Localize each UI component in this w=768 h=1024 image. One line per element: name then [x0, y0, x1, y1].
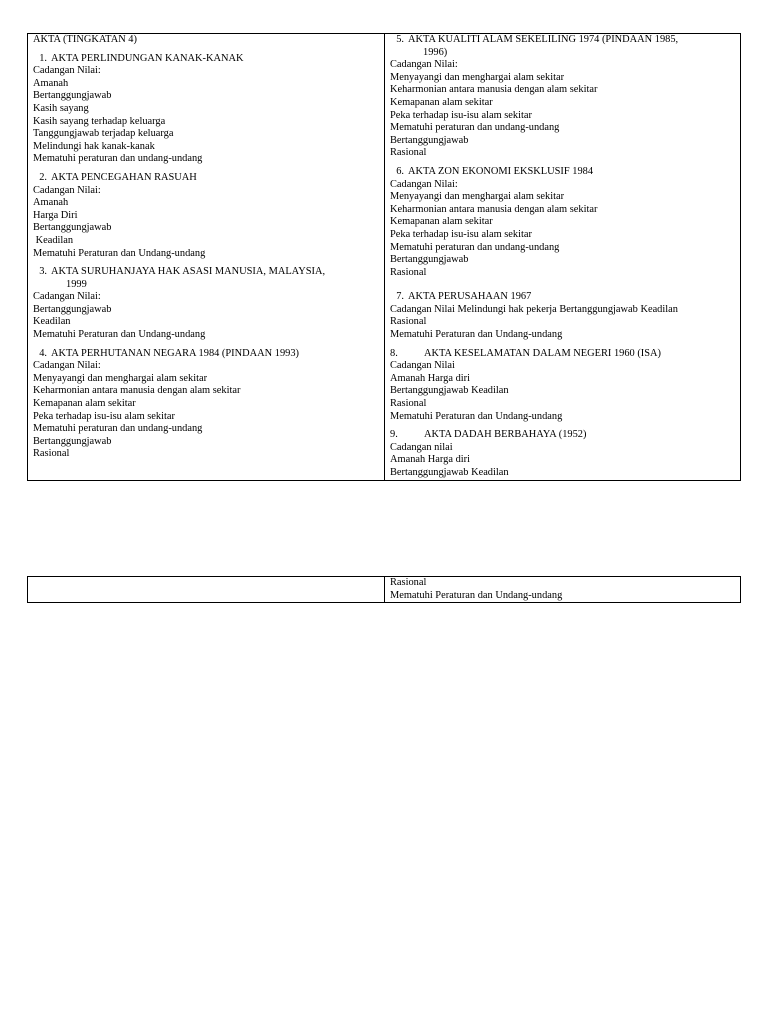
value-item: Amanah Harga diri	[390, 372, 471, 384]
act-section-3	[33, 266, 380, 342]
value-item: Mematuhi Peraturan dan Undang-undang	[390, 329, 563, 341]
act-number: 1.	[39, 52, 47, 64]
values-label: Cadangan Nilai:	[33, 360, 101, 372]
values-label: Cadangan Nilai:	[33, 184, 101, 196]
value-item: Bertanggungjawab	[33, 90, 112, 102]
values-label: Cadangan Nilai:	[390, 59, 458, 71]
value-item: Amanah Harga diri	[390, 454, 471, 466]
value-item: Bertanggungjawab Keadilan	[390, 467, 509, 478]
value-item: Kemapanan alam sekitar	[390, 96, 493, 108]
act-title: AKTA PERUSAHAAN 1967	[408, 291, 532, 303]
act-section-4	[33, 348, 380, 461]
act-section-8	[390, 348, 736, 424]
value-item: Rasional	[390, 577, 427, 588]
act-number: 5.	[396, 34, 404, 45]
values-label: Cadangan Nilai:	[33, 65, 101, 77]
act-title-continued: 1999	[66, 278, 87, 290]
value-item: Keadilan	[33, 234, 74, 246]
value-item: Bertanggungjawab	[390, 134, 469, 146]
right-column	[385, 34, 741, 481]
values-label: Cadangan Nilai:	[33, 291, 101, 303]
act-number: 7.	[396, 291, 404, 303]
act-heading	[390, 34, 736, 59]
value-item: Bertanggungjawab	[33, 222, 112, 234]
right-column	[385, 577, 741, 603]
act-title: AKTA KUALITI ALAM SEKELILING 1974 (PINDAAN 1985,	[408, 34, 679, 45]
act-section-5	[390, 34, 736, 160]
act-number: 4.	[39, 347, 47, 359]
act-title: AKTA PERLINDUNGAN KANAK-KANAK	[51, 52, 244, 64]
values-label: Cadangan Nilai	[390, 360, 455, 372]
left-column	[28, 34, 385, 481]
value-item: Mematuhi Peraturan dan Undang-undang	[390, 589, 563, 601]
value-item: Bertanggungjawab Keadilan	[390, 385, 509, 397]
act-number: 6.	[396, 165, 404, 177]
value-item: Kemapanan alam sekitar	[33, 398, 136, 410]
act-heading	[390, 429, 736, 442]
act-heading	[33, 53, 380, 66]
act-section-6	[390, 166, 736, 279]
act-heading	[390, 348, 736, 361]
act-section-9	[390, 429, 736, 479]
values-table-continued	[27, 576, 741, 603]
value-item: Rasional	[390, 316, 427, 328]
left-column	[28, 577, 385, 603]
value-item: Mematuhi Peraturan dan Undang-undang	[33, 247, 206, 259]
value-item: Rasional	[33, 448, 70, 460]
value-item: Rasional	[390, 266, 427, 278]
act-section-1	[33, 53, 380, 166]
act-number: 2.	[39, 171, 47, 183]
act-title: AKTA PENCEGAHAN RASUAH	[51, 171, 197, 183]
value-item: Keadilan	[33, 316, 71, 328]
act-heading	[390, 166, 736, 179]
act-title: AKTA DADAH BERBAHAYA (1952)	[424, 429, 587, 441]
act-title: AKTA ZON EKONOMI EKSKLUSIF 1984	[408, 165, 594, 177]
values-label: Cadangan nilai	[390, 441, 453, 453]
value-item: Harga Diri	[33, 209, 78, 221]
value-item: Menyayangi dan menghargai alam sekitar	[390, 191, 565, 203]
value-item: Bertanggungjawab	[33, 303, 112, 315]
value-item: Rasional	[390, 398, 427, 410]
value-item: Mematuhi peraturan dan undang-undang	[33, 153, 203, 165]
value-item: Peka terhadap isu-isu alam sekitar	[390, 109, 532, 121]
act-number: 3.	[39, 266, 47, 278]
value-item: Keharmonian antara manusia dengan alam sekitar	[390, 84, 598, 96]
value-item: Bertanggungjawab	[33, 435, 112, 447]
value-item: Mematuhi Peraturan dan Undang-undang	[390, 410, 563, 422]
value-item: Keharmonian antara manusia dengan alam sekitar	[390, 203, 598, 215]
act-heading	[390, 291, 736, 304]
value-item: Kasih sayang terhadap keluarga	[33, 115, 166, 127]
value-item: Mematuhi peraturan dan undang-undang	[33, 423, 203, 435]
value-item: Amanah	[33, 77, 69, 89]
value-item: Peka terhadap isu-isu alam sekitar	[390, 228, 532, 240]
act-heading	[33, 348, 380, 361]
act-section-7	[390, 291, 736, 341]
value-item: Mematuhi peraturan dan undang-undang	[390, 122, 560, 134]
values-label: Cadangan Nilai Melindungi hak pekerja Bertanggungjawab Keadilan	[390, 303, 678, 315]
value-item: Kemapanan alam sekitar	[390, 216, 493, 228]
act-section-2	[33, 172, 380, 260]
value-item: Tanggungjawab terjadap keluarga	[33, 128, 174, 140]
values-label: Cadangan Nilai:	[390, 178, 458, 190]
value-item: Menyayangi dan menghargai alam sekitar	[33, 372, 208, 384]
value-item: Melindungi hak kanak-kanak	[33, 140, 155, 152]
act-title: AKTA SURUHANJAYA HAK ASASI MANUSIA, MALAYSIA,	[51, 266, 326, 278]
act-heading	[33, 172, 380, 185]
table-row	[28, 577, 741, 603]
value-item: Keharmonian antara manusia dengan alam sekitar	[33, 385, 241, 397]
act-title-continued: 1996)	[423, 46, 448, 58]
values-table	[27, 33, 741, 481]
act-number: 9.	[390, 429, 398, 441]
value-item: Mematuhi peraturan dan undang-undang	[390, 241, 560, 253]
document-title: AKTA (TINGKATAN 4)	[33, 34, 137, 45]
value-item: Kasih sayang	[33, 102, 89, 114]
table-row	[28, 34, 741, 481]
act-number: 8.	[390, 347, 398, 359]
value-item: Menyayangi dan menghargai alam sekitar	[390, 71, 565, 83]
act-heading	[33, 266, 380, 291]
value-item: Mematuhi Peraturan dan Undang-undang	[33, 329, 206, 341]
value-item: Peka terhadap isu-isu alam sekitar	[33, 410, 175, 422]
value-item: Rasional	[390, 147, 427, 159]
value-item: Amanah	[33, 197, 69, 209]
value-item: Bertanggungjawab	[390, 254, 469, 266]
act-title: AKTA KESELAMATAN DALAM NEGERI 1960 (ISA)	[424, 347, 662, 359]
act-title: AKTA PERHUTANAN NEGARA 1984 (PINDAAN 1993)	[51, 347, 299, 359]
